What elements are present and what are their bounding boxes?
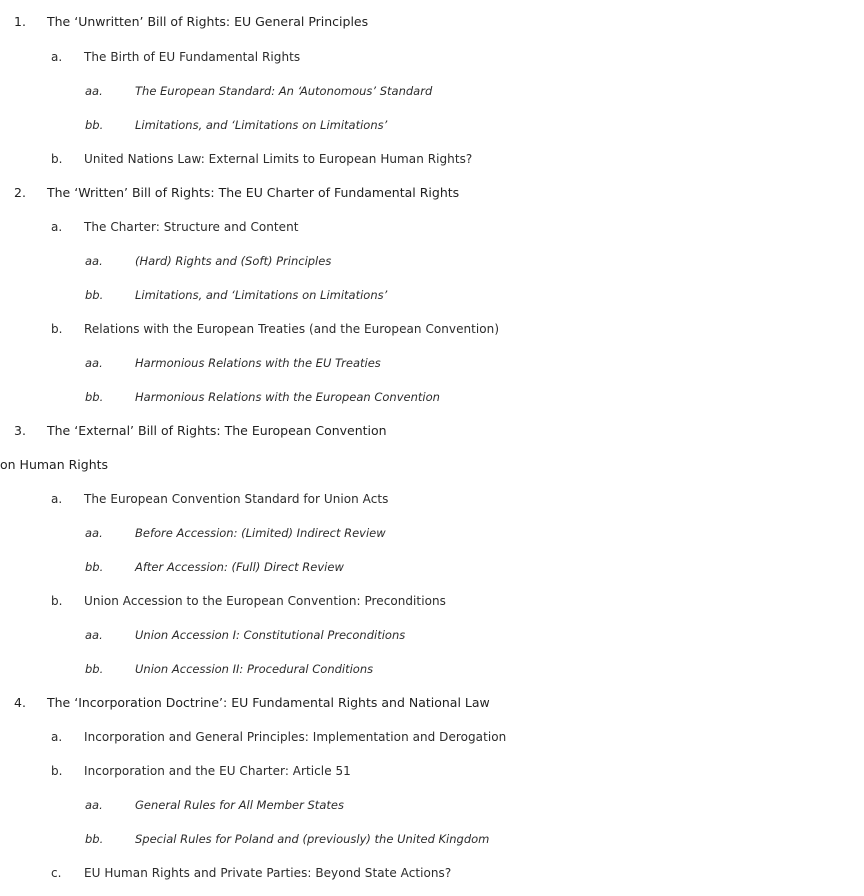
toc-subitem-3a-bb — [0, 550, 864, 584]
section-title-continuation: on Human Rights — [0, 457, 109, 472]
toc-section-1 — [0, 5, 864, 40]
subitem-number: aa. — [85, 254, 103, 268]
toc-item-1a — [0, 40, 864, 74]
subitem-title: Limitations, and ‘Limitations on Limitations’ — [135, 118, 388, 132]
toc-item-2b — [0, 312, 864, 346]
item-title: Relations with the European Treaties (and the European Convention) — [84, 322, 500, 336]
toc-section-3 — [0, 414, 864, 448]
toc-subitem-4b-bb — [0, 822, 864, 856]
item-title: The Birth of EU Fundamental Rights — [84, 50, 301, 64]
toc-item-2a — [0, 210, 864, 244]
item-title: The European Convention Standard for Union Acts — [84, 492, 389, 506]
subitem-title: After Accession: (Full) Direct Review — [135, 560, 344, 574]
toc-subitem-4b-aa — [0, 788, 864, 822]
item-number: b. — [51, 594, 63, 608]
subitem-number: aa. — [85, 798, 103, 812]
toc-subitem-2a-aa — [0, 244, 864, 278]
item-title: Union Accession to the European Convention: Preconditions — [84, 594, 446, 608]
toc-item-4c — [0, 856, 864, 890]
item-title: Incorporation and the EU Charter: Article 51 — [84, 764, 351, 778]
item-title: The Charter: Structure and Content — [84, 220, 299, 234]
subitem-number: bb. — [85, 390, 104, 404]
subitem-title: Before Accession: (Limited) Indirect Review — [135, 526, 386, 540]
section-number: 2. — [14, 185, 26, 200]
toc-item-3b — [0, 584, 864, 618]
subitem-number: bb. — [85, 118, 104, 132]
subitem-number: aa. — [85, 526, 103, 540]
section-number: 1. — [14, 14, 26, 29]
section-title: The ‘External’ Bill of Rights: The European Convention — [47, 423, 387, 438]
item-title: United Nations Law: External Limits to European Human Rights? — [84, 152, 473, 166]
item-number: b. — [51, 152, 63, 166]
item-number: b. — [51, 322, 63, 336]
item-title: Incorporation and General Principles: Implementation and Derogation — [84, 730, 507, 744]
toc-subitem-3b-bb — [0, 652, 864, 686]
section-title: The ‘Unwritten’ Bill of Rights: EU General Principles — [47, 14, 369, 29]
section-number: 3. — [14, 423, 26, 438]
subitem-number: bb. — [85, 560, 104, 574]
subitem-number: aa. — [85, 84, 103, 98]
item-number: b. — [51, 764, 63, 778]
subitem-title: (Hard) Rights and (Soft) Principles — [135, 254, 332, 268]
toc-subitem-2a-bb — [0, 278, 864, 312]
subitem-title: Harmonious Relations with the European Convention — [135, 390, 440, 404]
item-number: a. — [51, 220, 63, 234]
subitem-number: bb. — [85, 832, 104, 846]
toc-item-1b — [0, 142, 864, 176]
item-title: EU Human Rights and Private Parties: Beyond State Actions? — [84, 866, 452, 880]
item-number: a. — [51, 492, 63, 506]
toc-subitem-3a-aa — [0, 516, 864, 550]
subitem-number: bb. — [85, 288, 104, 302]
toc-subitem-2b-bb — [0, 380, 864, 414]
subitem-title: Union Accession I: Constitutional Preconditions — [135, 628, 406, 642]
section-title: The ‘Written’ Bill of Rights: The EU Charter of Fundamental Rights — [47, 185, 460, 200]
toc-item-4a — [0, 720, 864, 754]
toc-subitem-3b-aa — [0, 618, 864, 652]
subitem-title: The European Standard: An ‘Autonomous’ Standard — [135, 84, 433, 98]
table-of-contents — [0, 5, 864, 890]
toc-subitem-2b-aa — [0, 346, 864, 380]
toc-subitem-1a-aa — [0, 74, 864, 108]
toc-item-3a — [0, 482, 864, 516]
toc-subitem-1a-bb — [0, 108, 864, 142]
subitem-title: Union Accession II: Procedural Conditions — [135, 662, 374, 676]
subitem-title: Harmonious Relations with the EU Treaties — [135, 356, 381, 370]
subitem-title: Special Rules for Poland and (previously) the United Kingdom — [135, 832, 490, 846]
item-number: c. — [51, 866, 62, 880]
toc-section-2 — [0, 176, 864, 210]
section-title: The ‘Incorporation Doctrine’: EU Fundamental Rights and National Law — [47, 695, 490, 710]
item-number: a. — [51, 50, 63, 64]
section-number: 4. — [14, 695, 26, 710]
toc-item-4b — [0, 754, 864, 788]
subitem-title: Limitations, and ‘Limitations on Limitations’ — [135, 288, 388, 302]
subitem-number: bb. — [85, 662, 104, 676]
toc-section-4 — [0, 686, 864, 720]
subitem-number: aa. — [85, 628, 103, 642]
item-number: a. — [51, 730, 63, 744]
subitem-number: aa. — [85, 356, 103, 370]
subitem-title: General Rules for All Member States — [135, 798, 344, 812]
